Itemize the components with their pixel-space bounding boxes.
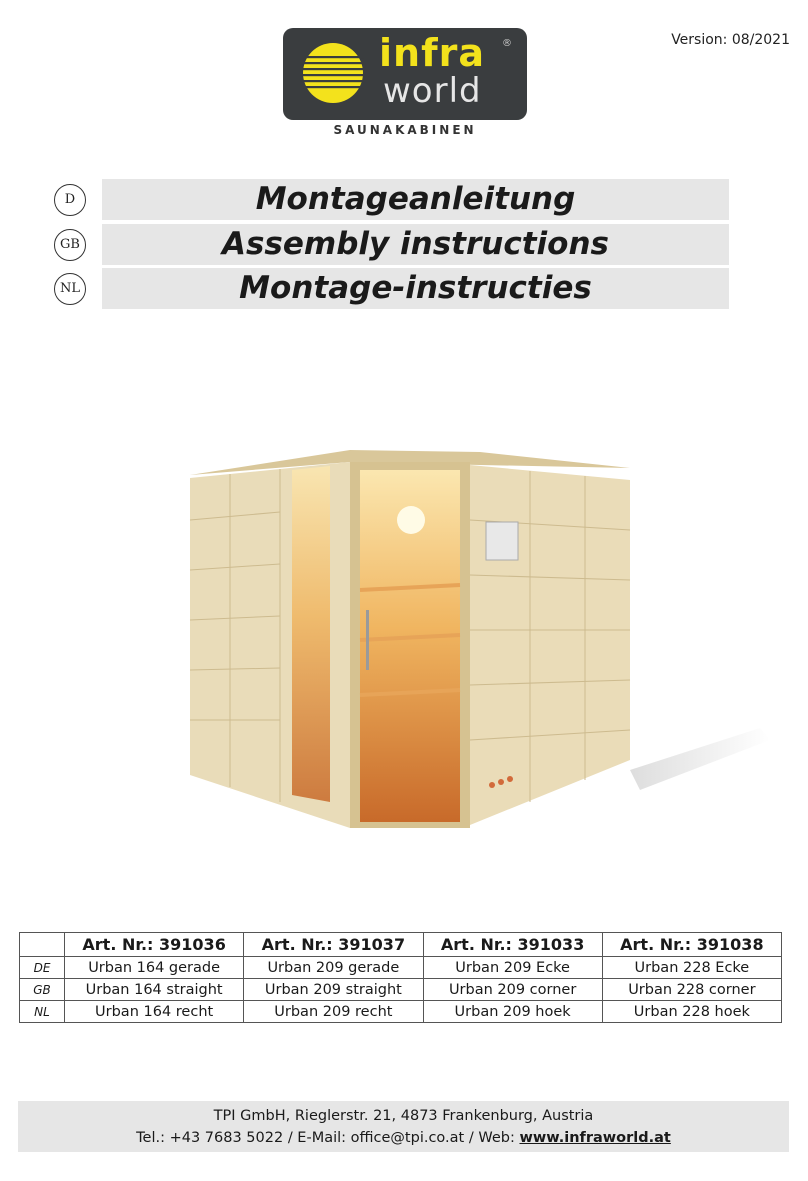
footer <box>18 1101 789 1152</box>
table-header-cell: Art. Nr.: 391036 <box>65 933 244 957</box>
logo-text-infra: infra <box>379 31 485 75</box>
sauna-cabin-image <box>170 440 770 860</box>
footer-address: TPI GmbH, Rieglerstr. 21, 4873 Frankenburg, Austria <box>213 1108 594 1124</box>
table-header-row <box>20 933 782 957</box>
table-cell: Urban 164 gerade <box>65 957 244 979</box>
table-cell: Urban 209 straight <box>244 979 423 1001</box>
table-cell: Urban 164 recht <box>65 1001 244 1023</box>
title-text: Montageanleitung <box>102 179 729 220</box>
logo-registered: ® <box>502 38 512 49</box>
logo-text-world: world <box>383 71 482 111</box>
table-cell: Urban 209 gerade <box>244 957 423 979</box>
row-lang: DE <box>20 957 65 979</box>
table-header-cell: Art. Nr.: 391033 <box>423 933 602 957</box>
footer-contact-text: Tel.: +43 7683 5022 / E-Mail: office@tpi.co.at / Web: <box>136 1130 520 1146</box>
table-cell: Urban 209 corner <box>423 979 602 1001</box>
infraworld-logo <box>283 28 527 120</box>
table-cell: Urban 209 recht <box>244 1001 423 1023</box>
website-link[interactable]: www.infraworld.at <box>519 1130 671 1146</box>
title-text: Montage-instructies <box>102 268 729 309</box>
table-row <box>20 957 782 979</box>
table-cell: Urban 209 Ecke <box>423 957 602 979</box>
table-cell: Urban 164 straight <box>65 979 244 1001</box>
table-cell: Urban 228 corner <box>602 979 781 1001</box>
sun-logo-icon <box>302 42 364 104</box>
logo-subtitle: SAUNAKABINEN <box>333 123 477 137</box>
lang-badge: D <box>54 184 86 216</box>
title-row-de <box>54 179 729 220</box>
table-header-cell <box>20 933 65 957</box>
title-row-gb <box>54 224 729 265</box>
table-header-cell: Art. Nr.: 391038 <box>602 933 781 957</box>
version-label: Version: 08/2021 <box>671 32 790 48</box>
title-text: Assembly instructions <box>102 224 729 265</box>
article-table <box>19 932 782 1023</box>
row-lang: NL <box>20 1001 65 1023</box>
table-cell: Urban 228 Ecke <box>602 957 781 979</box>
table-cell: Urban 209 hoek <box>423 1001 602 1023</box>
lang-badge: NL <box>54 273 86 305</box>
table-row <box>20 979 782 1001</box>
table-cell: Urban 228 hoek <box>602 1001 781 1023</box>
lang-badge: GB <box>54 229 86 261</box>
footer-contact <box>18 1127 789 1149</box>
table-header-cell: Art. Nr.: 391037 <box>244 933 423 957</box>
table-row <box>20 1001 782 1023</box>
title-row-nl <box>54 268 729 309</box>
row-lang: GB <box>20 979 65 1001</box>
